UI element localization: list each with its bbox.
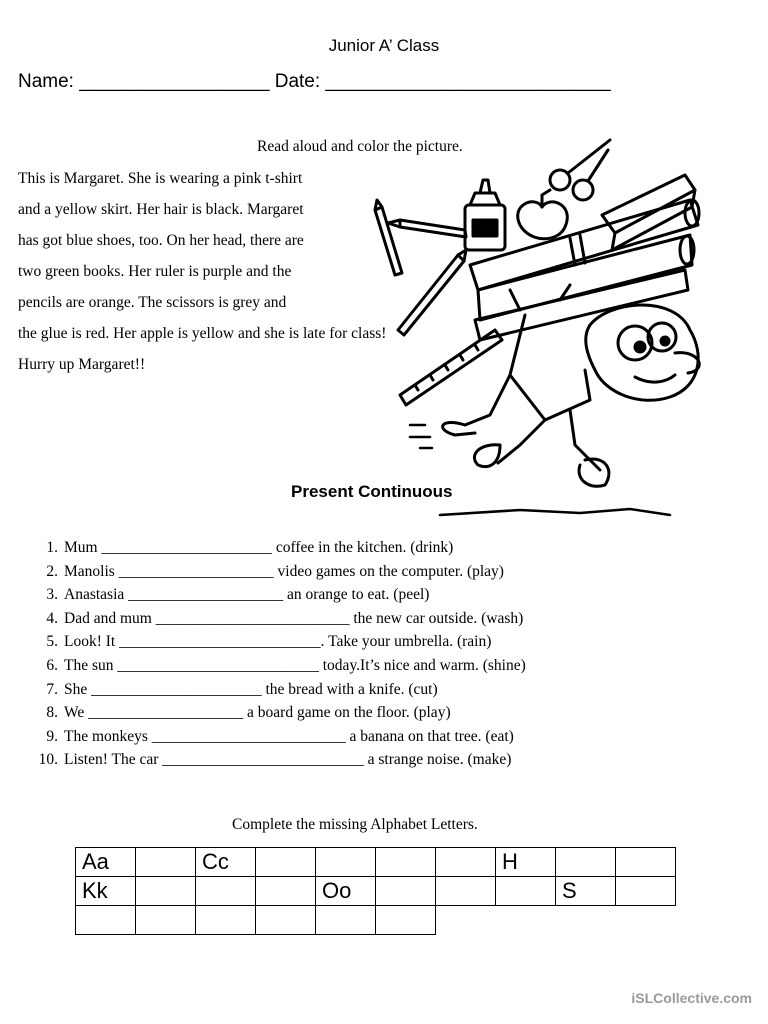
exercise-text: She ______________________ the bread with a knife. (cut) <box>64 680 438 698</box>
alphabet-cell[interactable] <box>316 848 376 877</box>
margaret-illustration <box>370 125 715 525</box>
alphabet-cell[interactable] <box>256 877 316 906</box>
exercise-text: Look! It __________________________. Take your umbrella. (rain) <box>64 633 492 651</box>
alphabet-cell[interactable] <box>376 906 436 935</box>
exercise-number: 5. <box>46 633 58 651</box>
alphabet-blank-space <box>436 906 496 935</box>
exercise-text: Anastasia ____________________ an orange to eat. (peel) <box>64 586 430 604</box>
alphabet-cell[interactable] <box>196 877 256 906</box>
exercise-item <box>30 610 526 634</box>
alphabet-cell[interactable] <box>556 848 616 877</box>
exercise-list <box>30 539 526 775</box>
exercise-number: 2. <box>46 562 58 580</box>
alphabet-cell: Oo <box>316 877 376 906</box>
exercise-item <box>30 657 526 681</box>
alphabet-cell[interactable] <box>616 848 676 877</box>
alphabet-cell[interactable] <box>316 906 376 935</box>
exercise-number: 1. <box>46 539 58 556</box>
alphabet-cell[interactable] <box>376 848 436 877</box>
passage-line: has got blue shoes, too. On her head, there are <box>18 232 304 249</box>
exercise-item <box>30 586 526 610</box>
exercise-number: 10. <box>38 751 58 769</box>
alphabet-cell[interactable] <box>376 877 436 906</box>
exercise-item <box>30 728 526 752</box>
exercise-text: Listen! The car __________________________ a strange noise. (make) <box>64 751 512 769</box>
alphabet-cell[interactable] <box>436 877 496 906</box>
scissors-icon <box>550 140 610 200</box>
watermark: iSLCollective.com <box>631 990 752 1006</box>
exercise-text: The sun __________________________ today.It’s nice and warm. (shine) <box>64 656 526 674</box>
exercise-text: Dad and mum _________________________ the new car outside. (wash) <box>64 609 524 627</box>
alphabet-cell[interactable] <box>76 906 136 935</box>
alphabet-cell: S <box>556 877 616 906</box>
alphabet-grid <box>75 847 676 935</box>
alphabet-cell: Aa <box>76 848 136 877</box>
exercise-number: 7. <box>46 680 58 698</box>
alphabet-cell[interactable] <box>616 877 676 906</box>
alphabet-cell: Cc <box>196 848 256 877</box>
exercise-number: 4. <box>46 609 58 627</box>
exercise-item <box>30 681 526 705</box>
passage-line: and a yellow skirt. Her hair is black. Margaret <box>18 201 304 218</box>
alphabet-cell[interactable] <box>256 906 316 935</box>
apple-icon <box>518 190 568 239</box>
exercise-item <box>30 563 526 587</box>
alphabet-blank-space <box>556 906 616 935</box>
reading-instruction: Read aloud and color the picture. <box>257 138 463 155</box>
alphabet-cell[interactable] <box>496 877 556 906</box>
reading-passage <box>18 170 386 387</box>
glue-icon <box>465 180 505 250</box>
class-title: Junior A’ Class <box>328 36 440 55</box>
section-title: Present Continuous <box>291 482 453 501</box>
exercise-text: We ____________________ a board game on the floor. (play) <box>64 704 451 722</box>
alphabet-cell[interactable] <box>136 906 196 935</box>
alphabet-cell: Kk <box>76 877 136 906</box>
alphabet-blank-space <box>496 906 556 935</box>
exercise-item <box>30 539 526 563</box>
exercise-text: Manolis ____________________ video games on the computer. (play) <box>64 562 504 580</box>
alphabet-row <box>76 906 676 935</box>
passage-line: two green books. Her ruler is purple and the <box>18 263 292 280</box>
name-date-line: Name: __________________ Date: ___________________________ <box>18 71 611 92</box>
alphabet-cell[interactable] <box>136 848 196 877</box>
alphabet-row <box>76 877 676 906</box>
exercise-number: 9. <box>46 727 58 745</box>
passage-line: the glue is red. Her apple is yellow and she is late for class! <box>18 325 387 342</box>
alphabet-cell: H <box>496 848 556 877</box>
ruler-icon <box>400 330 502 405</box>
exercise-number: 3. <box>46 586 58 604</box>
alphabet-cell[interactable] <box>196 906 256 935</box>
alphabet-instruction: Complete the missing Alphabet Letters. <box>232 816 478 833</box>
pencil-icon <box>375 200 466 335</box>
alphabet-cell[interactable] <box>436 848 496 877</box>
exercise-item <box>30 704 526 728</box>
passage-line: Hurry up Margaret!! <box>18 356 146 373</box>
passage-line: pencils are orange. The scissors is grey and <box>18 294 287 311</box>
alphabet-blank-space <box>616 906 676 935</box>
exercise-number: 8. <box>46 704 58 722</box>
alphabet-cell[interactable] <box>136 877 196 906</box>
girl-head-icon <box>586 305 700 400</box>
passage-line: This is Margaret. She is wearing a pink t-shirt <box>18 170 303 187</box>
alphabet-cell[interactable] <box>256 848 316 877</box>
exercise-text: Mum ______________________ coffee in the kitchen. (drink) <box>64 539 454 556</box>
exercise-number: 6. <box>46 656 58 674</box>
alphabet-row <box>76 848 676 877</box>
exercise-item <box>30 633 526 657</box>
exercise-item <box>30 751 526 775</box>
exercise-text: The monkeys _________________________ a banana on that tree. (eat) <box>64 727 514 745</box>
